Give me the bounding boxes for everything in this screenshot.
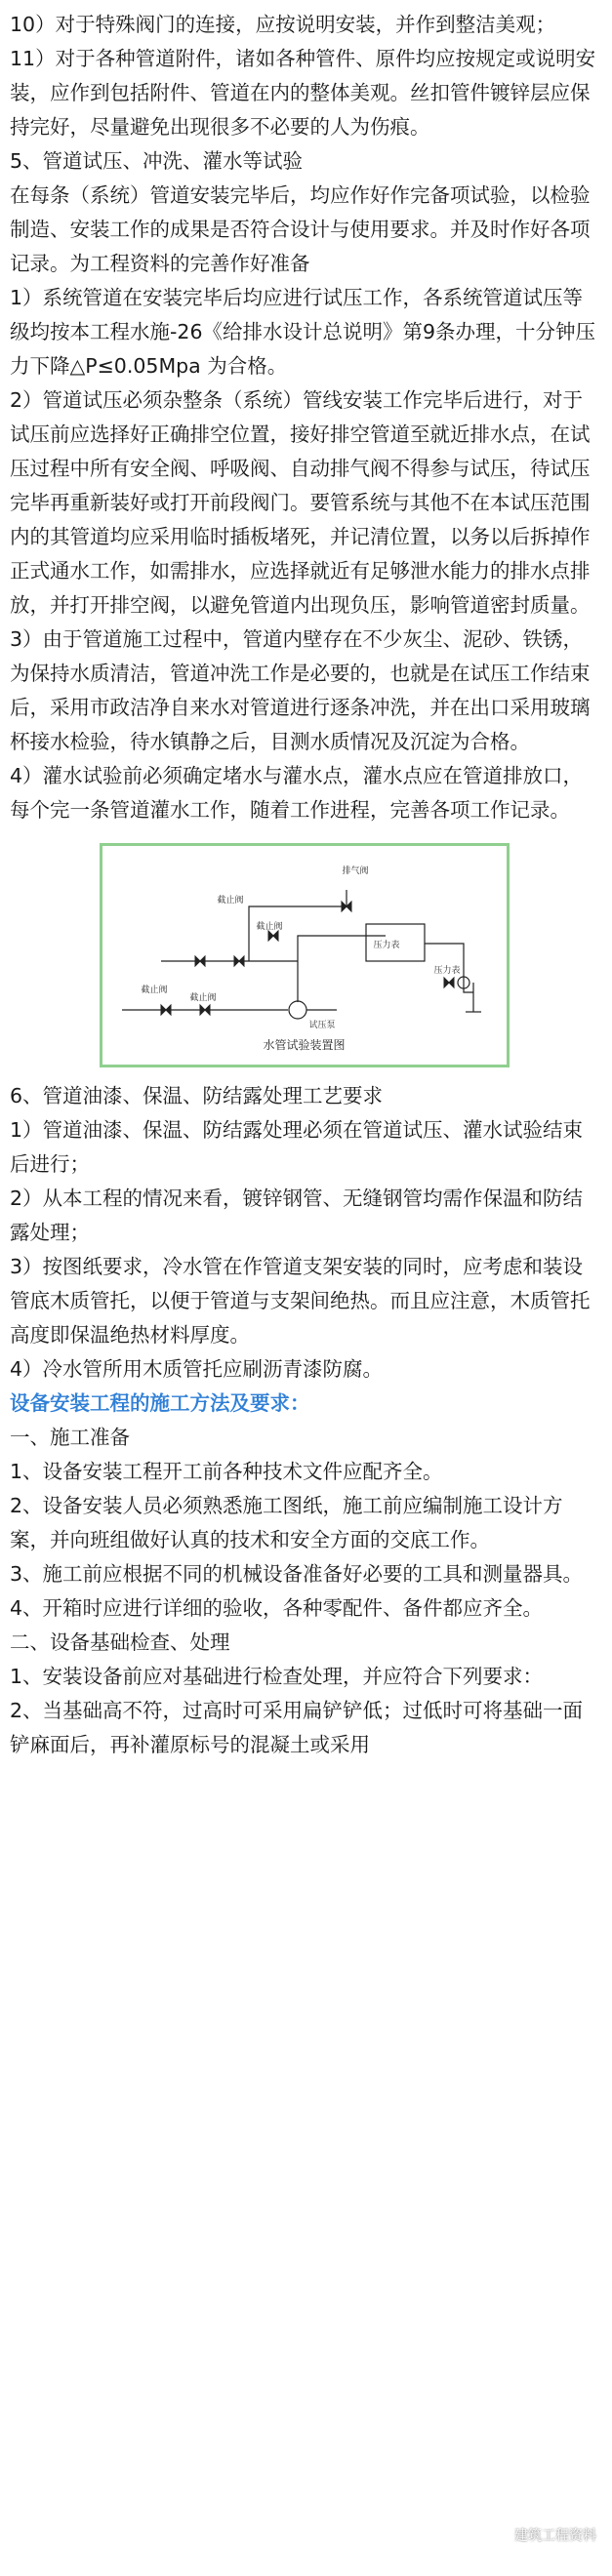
subsection-heading: 5、管道试压、冲洗、灌水等试验 [10,149,304,173]
paragraph: 4）灌水试验前必须确定堵水与灌水点，灌水点应在管道排放口，每个完一条管道灌水工作，随着工作进程，完善各项工作记录。 [10,764,584,822]
paragraph: 1）系统管道在安装完毕后均应进行试压工作，各系统管道试压等级均按本工程水施-26《给排水设计总说明》第9条办理，十分钟压力下降△P≤0.05Mpa 为合格。 [10,286,596,378]
paragraph: 3）按图纸要求，冷水管在作管道支架安装的同时，应考虑和装设管底木质管托，以便于管道与支架间绝热。而且应注意，木质管托高度即保温绝热材料厚度。 [10,1255,591,1347]
paragraph: 4、开箱时应进行详细的验收，各种零配件、备件都应齐全。 [10,1596,544,1620]
figure-label: 截止阀 [256,922,283,932]
paragraph: 10）对于特殊阀门的连接，应按说明安装，并作到整洁美观； [10,13,556,36]
paragraph: 2、当基础高不符，过高时可采用扁铲铲低；过低时可将基础一面铲麻面后，再补灌原标号的混凝土或采用 [10,1699,584,1756]
figure-label: 截止阀 [217,896,244,906]
paragraph: 3、施工前应根据不同的机械设备准备好必要的工具和测量器具。 [10,1562,584,1586]
paragraph: 在每条（系统）管道安装完毕后，均应作好作完备项试验，以检验制造、安装工作的成果是否符合设计与使用要求。并及时作好各项记录。为工程资料的完善作好准备 [10,183,591,275]
paragraph: 4）冷水管所用木质管托应刷沥青漆防腐。 [10,1357,384,1381]
paragraph: 1、设备安装工程开工前各种技术文件应配齐全。 [10,1460,443,1483]
paragraph: 11）对于各种管道附件，诸如各种管件、原件均应按规定或说明安装，应作到包括附件、管道在内的整体美观。丝扣管件镀锌层应保持完好，尽量避免出现很多不必要的人为伤痕。 [10,47,596,139]
paragraph: 1、安装设备前应对基础进行检查处理，并应符合下列要求： [10,1665,544,1688]
figure-label: 截止阀 [189,993,217,1003]
section-heading: 设备安装工程的施工方法及要求： [10,1391,310,1415]
paragraph: 2、设备安装人员必须熟悉施工图纸，施工前应编制施工设计方案，并向班组做好认真的技术和安全方面的交底工作。 [10,1494,563,1551]
figure-label: 试压泵 [308,1021,336,1030]
figure-label: 压力表 [433,966,461,976]
subsection-heading: 6、管道油漆、保温、防结露处理工艺要求 [10,1084,384,1107]
subsection-heading: 二、设备基础检查、处理 [10,1630,230,1654]
subsection-heading: 一、施工准备 [10,1426,130,1449]
figure-label: 压力表 [373,941,400,950]
figure-label: 截止阀 [141,986,168,995]
pipe-schematic [102,846,507,1065]
paragraph: 2）管道试压必须杂整条（系统）管线安装工作完毕后进行，对于试压前应选择好正确排空位置，接好排空管道至就近排水点，在试压过程中所有安全阀、呼吸阀、自动排气阀不得参与试压，待试压完毕再重新装好或打开前段阀门。要管系统与其他不在本试压范围内的其管道均应采用临时插板堵死，并记清位置，以务以后拆掉作正式通水工作，如需排水，应选择就近有足够泄水能力的排水点排放，并打开排空阀，以避免管道内出现负压，影响管道密封质量。 [10,388,591,617]
watermark: 建筑工程资料 [514,2528,596,2544]
paragraph: 3）由于管道施工过程中，管道内壁存在不少灰尘、泥砂、铁锈，为保持水质清洁，管道冲洗工作是必要的，也就是在试压工作结束后，采用市政洁净自来水对管道进行逐条冲洗，并在出口采用玻璃杯接水检验，待水镇静之后，目测水质情况及沉淀为合格。 [10,627,591,753]
paragraph: 2）从本工程的情况来看，镀锌钢管、无缝钢管均需作保温和防结露处理； [10,1187,584,1244]
pipe-test-diagram [100,843,510,1067]
paragraph: 1）管道油漆、保温、防结露处理必须在管道试压、灌水试验结束后进行； [10,1118,584,1176]
figure-label: 排气阀 [342,866,369,876]
figure-caption: 水管试验装置图 [263,1038,346,1052]
